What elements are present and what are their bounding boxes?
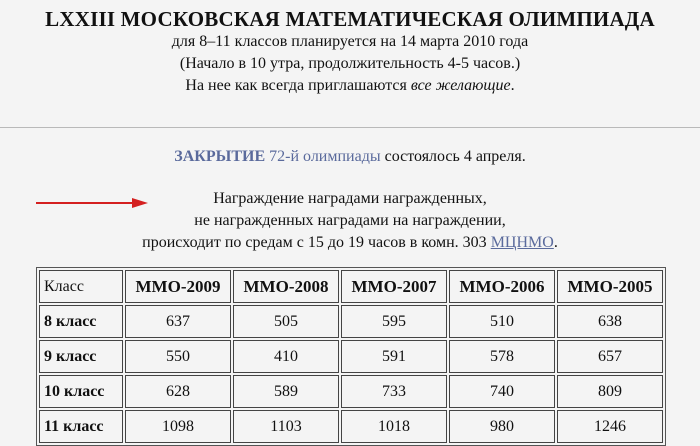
table-cell: 740 xyxy=(449,375,555,408)
column-header: ММО-2008 xyxy=(233,270,339,303)
table-cell: 980 xyxy=(449,410,555,443)
column-header: ММО-2009 xyxy=(125,270,231,303)
row-label: 11 класс xyxy=(39,410,123,443)
page-title: LXXIII МОСКОВСКАЯ МАТЕМАТИЧЕСКАЯ ОЛИМПИАДА xyxy=(45,7,655,31)
table-row xyxy=(39,375,663,408)
award-line-2: не награжденных наградами на награждении, xyxy=(194,212,506,229)
table-row xyxy=(39,340,663,373)
column-header: ММО-2006 xyxy=(449,270,555,303)
header xyxy=(0,7,700,97)
table-cell: 637 xyxy=(125,305,231,338)
row-label: 10 класс xyxy=(39,375,123,408)
invitation-emphasis: все желающие xyxy=(410,77,511,94)
table-cell: 1098 xyxy=(125,410,231,443)
closing-announcement xyxy=(0,148,700,166)
row-label: 8 класс xyxy=(39,305,123,338)
award-line-3 xyxy=(0,232,700,254)
closing-tail: состоялось 4 апреля. xyxy=(380,148,526,165)
table-cell: 809 xyxy=(557,375,663,408)
column-header-class: Класс xyxy=(39,270,123,303)
table-cell: 1103 xyxy=(233,410,339,443)
table-cell: 589 xyxy=(233,375,339,408)
participants-table xyxy=(36,267,666,446)
table-cell: 657 xyxy=(557,340,663,373)
table-cell: 410 xyxy=(233,340,339,373)
row-label: 9 класс xyxy=(39,340,123,373)
invitation-line xyxy=(0,75,700,97)
invitation-end: . xyxy=(510,77,515,94)
divider xyxy=(0,127,700,128)
schedule-line: для 8–11 классов планируется на 14 марта 2010 года xyxy=(171,33,529,50)
table-cell: 595 xyxy=(341,305,447,338)
table-cell: 733 xyxy=(341,375,447,408)
award-line-3-text: происходит по средам с 15 до 19 часов в комн. 303 xyxy=(142,234,491,251)
table-header-row xyxy=(39,270,663,303)
table-cell: 578 xyxy=(449,340,555,373)
table-cell: 510 xyxy=(449,305,555,338)
column-header: ММО-2005 xyxy=(557,270,663,303)
table-cell: 638 xyxy=(557,305,663,338)
start-time-line: (Начало в 10 утра, продолжительность 4-5 часов.) xyxy=(179,55,521,72)
closing-keyword: ЗАКРЫТИЕ xyxy=(174,148,266,165)
table-cell: 505 xyxy=(233,305,339,338)
award-line-1: Награждение наградами награжденных, xyxy=(213,190,487,207)
table-row xyxy=(39,410,663,443)
invitation-text: На нее как всегда приглашаются xyxy=(185,77,411,94)
award-line-3-end: . xyxy=(553,234,558,251)
olympiad-72-link[interactable]: 72-й олимпиады xyxy=(269,148,381,165)
table-cell: 591 xyxy=(341,340,447,373)
table-cell: 550 xyxy=(125,340,231,373)
table-row xyxy=(39,305,663,338)
table-cell: 1246 xyxy=(557,410,663,443)
table-cell: 628 xyxy=(125,375,231,408)
award-info xyxy=(0,188,700,254)
column-header: ММО-2007 xyxy=(341,270,447,303)
mccme-link[interactable]: МЦНМО xyxy=(490,234,554,251)
table-cell: 1018 xyxy=(341,410,447,443)
